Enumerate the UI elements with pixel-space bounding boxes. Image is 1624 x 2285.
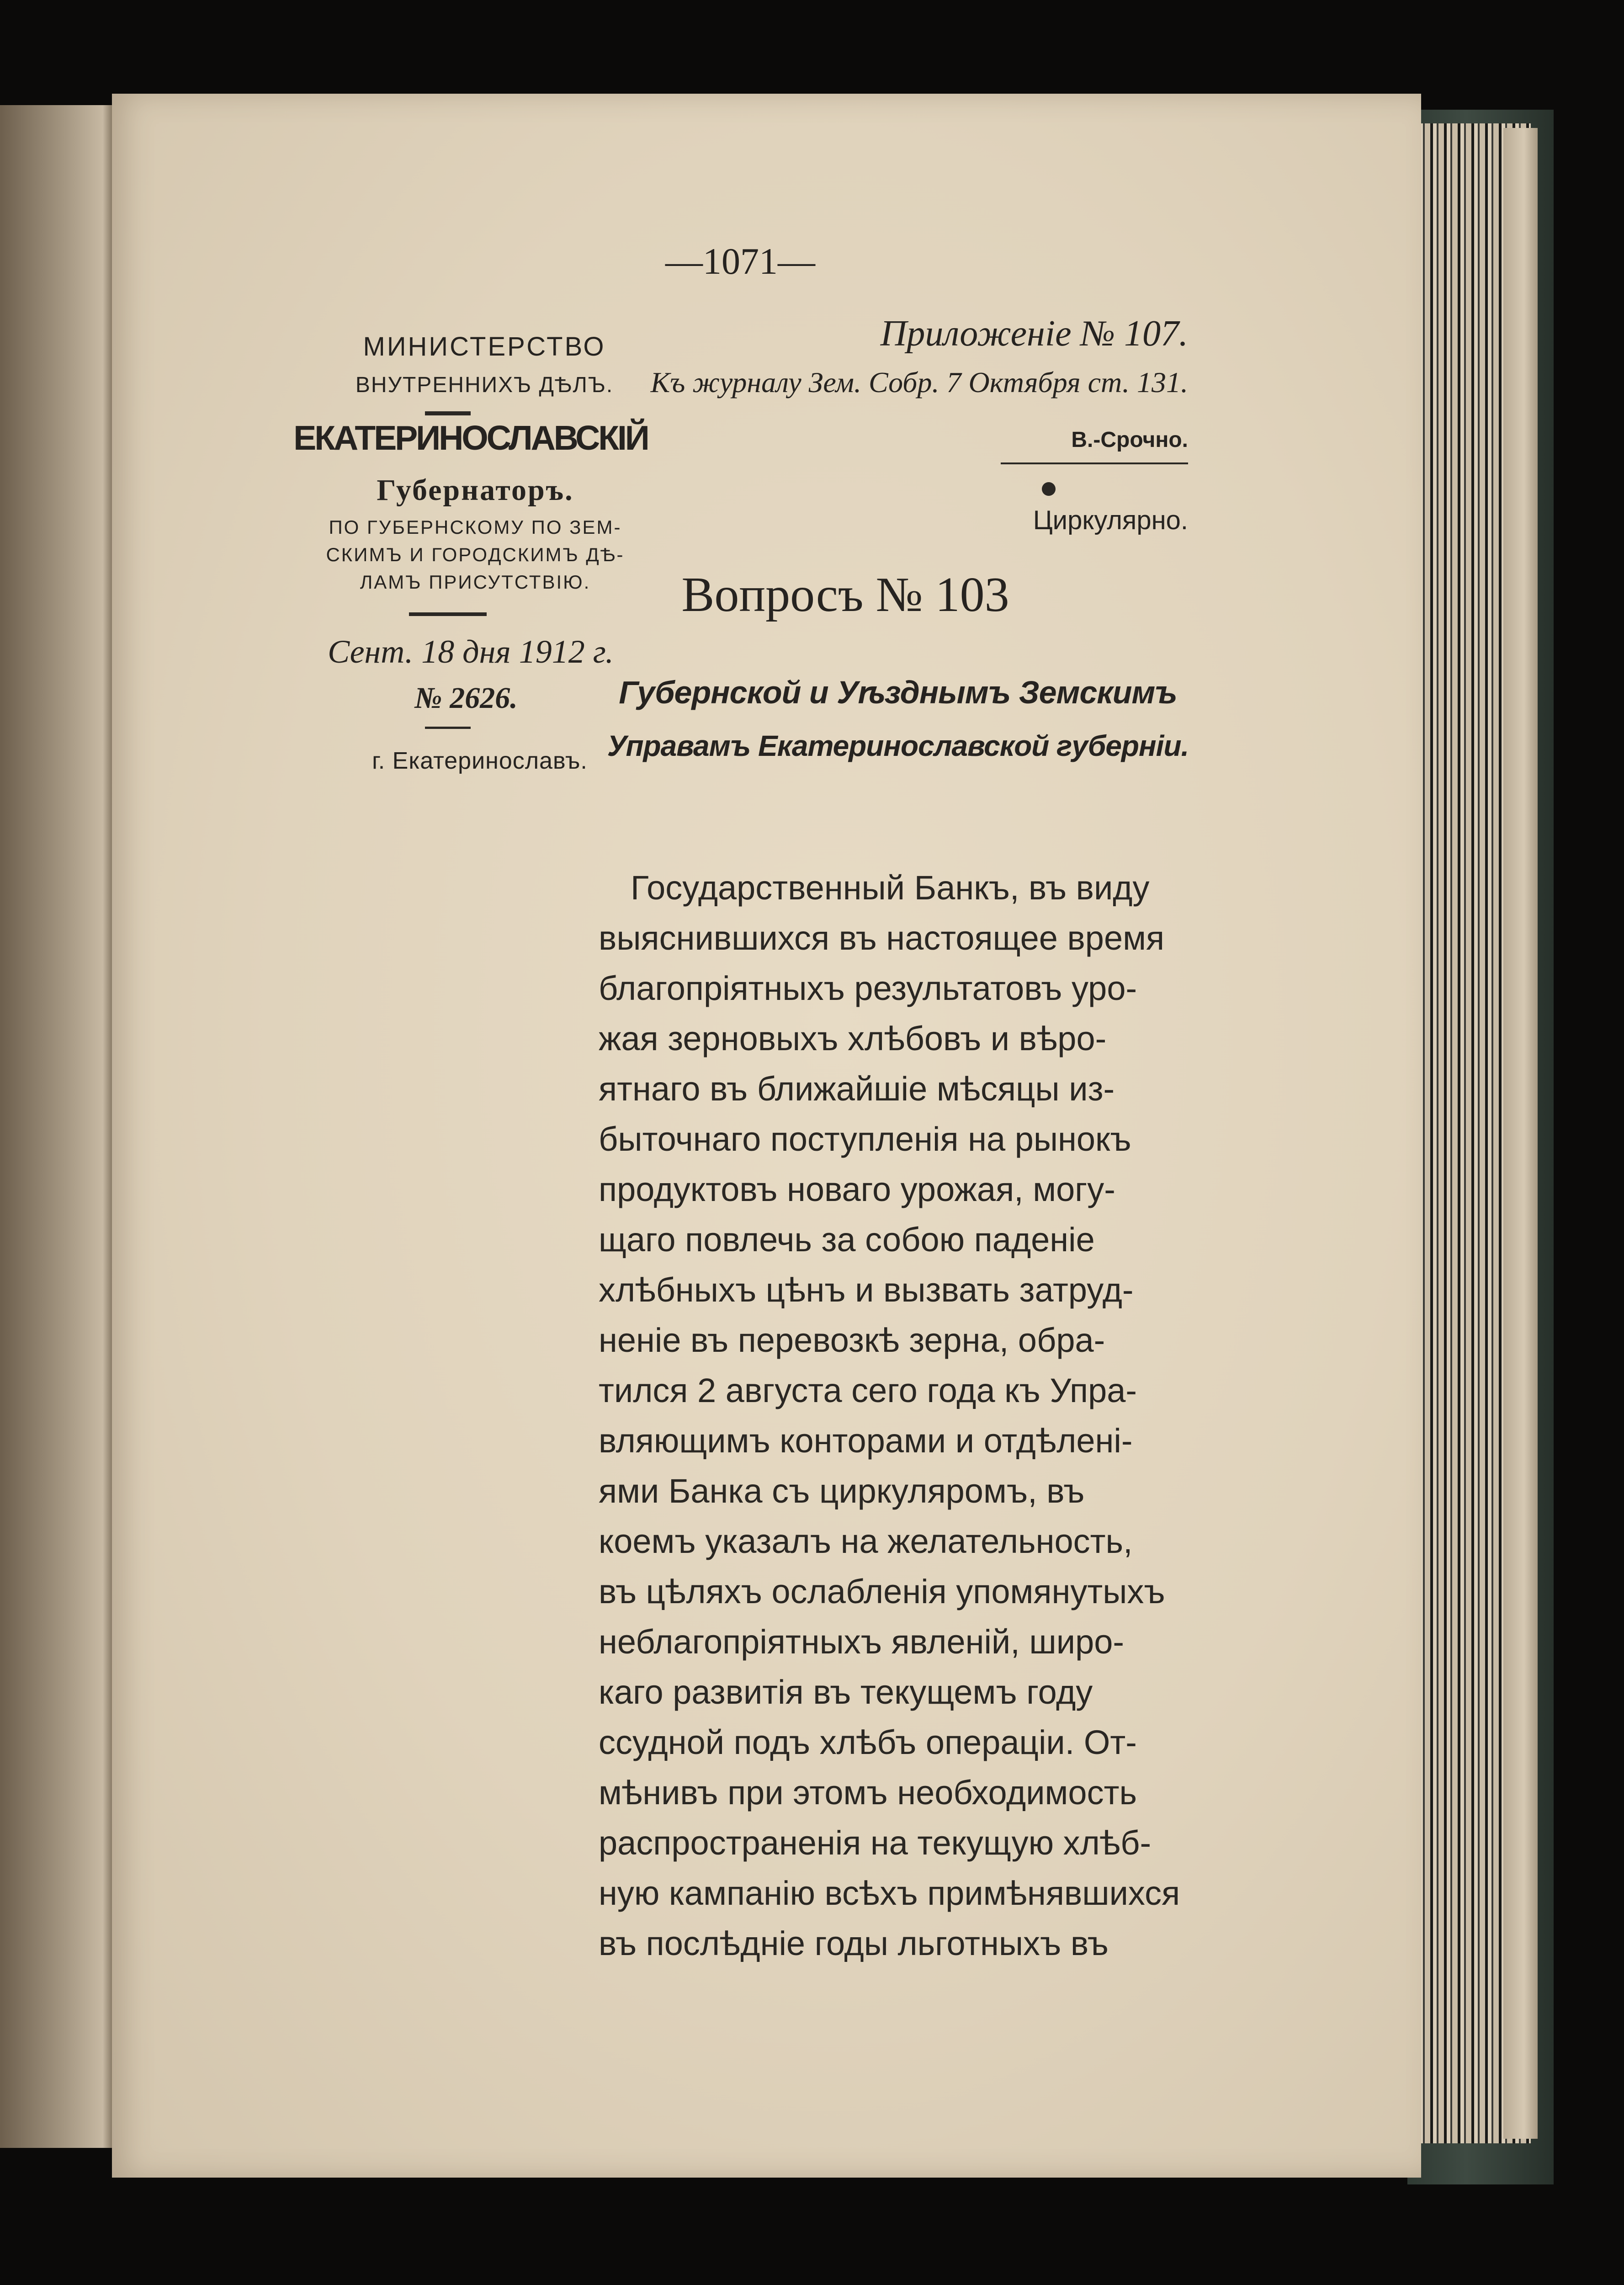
body-line: Государственный Банкъ, въ виду bbox=[631, 869, 1150, 907]
governorate-title: ЕКАТЕРИНОСЛАВСКІЙ bbox=[293, 419, 648, 457]
body-line: жая зерновыхъ хлѣбовъ и вѣро- bbox=[599, 1020, 1107, 1057]
body-line: щаго повлечь за собою паденіе bbox=[599, 1221, 1095, 1259]
document-place: г. Екатеринославъ. bbox=[372, 748, 588, 774]
body-line: хлѣбныхъ цѣнъ и вызвать затруд- bbox=[599, 1271, 1134, 1309]
document-date: Сент. 18 дня 1912 г. bbox=[328, 633, 614, 670]
header-rule-1 bbox=[425, 411, 471, 415]
body-line: мѣнивъ при этомъ необходимость bbox=[599, 1774, 1137, 1812]
body-line: неблагопріятныхъ явленій, широ- bbox=[599, 1623, 1125, 1661]
page-number: —1071— bbox=[665, 240, 815, 282]
presence-line-2: СКИМЪ И ГОРОДСКИМЪ ДѢ- bbox=[326, 544, 625, 565]
presence-line-3: ЛАМЪ ПРИСУТСТВІЮ. bbox=[360, 571, 591, 593]
ink-dot bbox=[1042, 482, 1056, 496]
urgent-label: В.-Срочно. bbox=[1071, 428, 1188, 452]
body-line: въ послѣдніе годы льготныхъ въ bbox=[599, 1924, 1109, 1962]
header-rule-3 bbox=[425, 727, 471, 729]
body-line: тился 2 августа сего года къ Упра- bbox=[599, 1371, 1137, 1409]
body-line: распространенія на текущую хлѣб- bbox=[599, 1824, 1152, 1862]
body-line: ятнаго въ ближайшіе мѣсяцы из- bbox=[599, 1070, 1115, 1108]
body-line: вляющимъ конторами и отдѣлені- bbox=[599, 1422, 1133, 1460]
header-rule-2 bbox=[409, 612, 487, 616]
journal-reference: Къ журналу Зем. Собр. 7 Октября ст. 131. bbox=[650, 366, 1188, 399]
address-line-1: Губернской и Уѣзднымъ Земскимъ bbox=[619, 675, 1177, 710]
governor-title: Губернаторъ. bbox=[377, 473, 574, 507]
body-line: ную кампанію всѣхъ примѣнявшихся bbox=[599, 1874, 1180, 1912]
body-line: неніе въ перевозкѣ зерна, обра- bbox=[599, 1321, 1105, 1359]
body-line: ями Банка съ циркуляромъ, въ bbox=[599, 1472, 1085, 1510]
body-line: быточнаго поступленія на рынокъ bbox=[599, 1120, 1131, 1158]
urgent-underline bbox=[1001, 462, 1188, 464]
body-line: коемъ указалъ на желательность, bbox=[599, 1522, 1133, 1560]
body-line: благопріятныхъ результатовъ уро- bbox=[599, 969, 1137, 1007]
previous-page-edge bbox=[0, 105, 114, 2148]
body-line: каго развитія въ текущемъ году bbox=[599, 1673, 1093, 1711]
question-title: Вопросъ № 103 bbox=[681, 568, 1009, 622]
presence-line-1: ПО ГУБЕРНСКОМУ ПО ЗЕМ- bbox=[329, 516, 622, 538]
ministry-line-1: МИНИСТЕРСТВО bbox=[363, 332, 606, 361]
body-line: въ цѣляхъ ослабленія упомянутыхъ bbox=[599, 1573, 1165, 1610]
appendix-label: Приложеніе № 107. bbox=[880, 314, 1188, 354]
body-line: выяснившихся въ настоящее время bbox=[599, 919, 1165, 957]
body-line: ссудной подъ хлѣбъ операціи. От- bbox=[599, 1723, 1137, 1761]
body-line: продуктовъ новаго урожая, могу- bbox=[599, 1170, 1115, 1208]
page-stack-light bbox=[1503, 128, 1538, 2139]
address-line-2: Управамъ Екатеринославской губерніи. bbox=[607, 729, 1189, 762]
document-number: № 2626. bbox=[414, 681, 518, 715]
ministry-line-2: ВНУТРЕННИХЪ ДѢЛЪ. bbox=[355, 373, 614, 397]
circular-label: Циркулярно. bbox=[1033, 505, 1188, 535]
